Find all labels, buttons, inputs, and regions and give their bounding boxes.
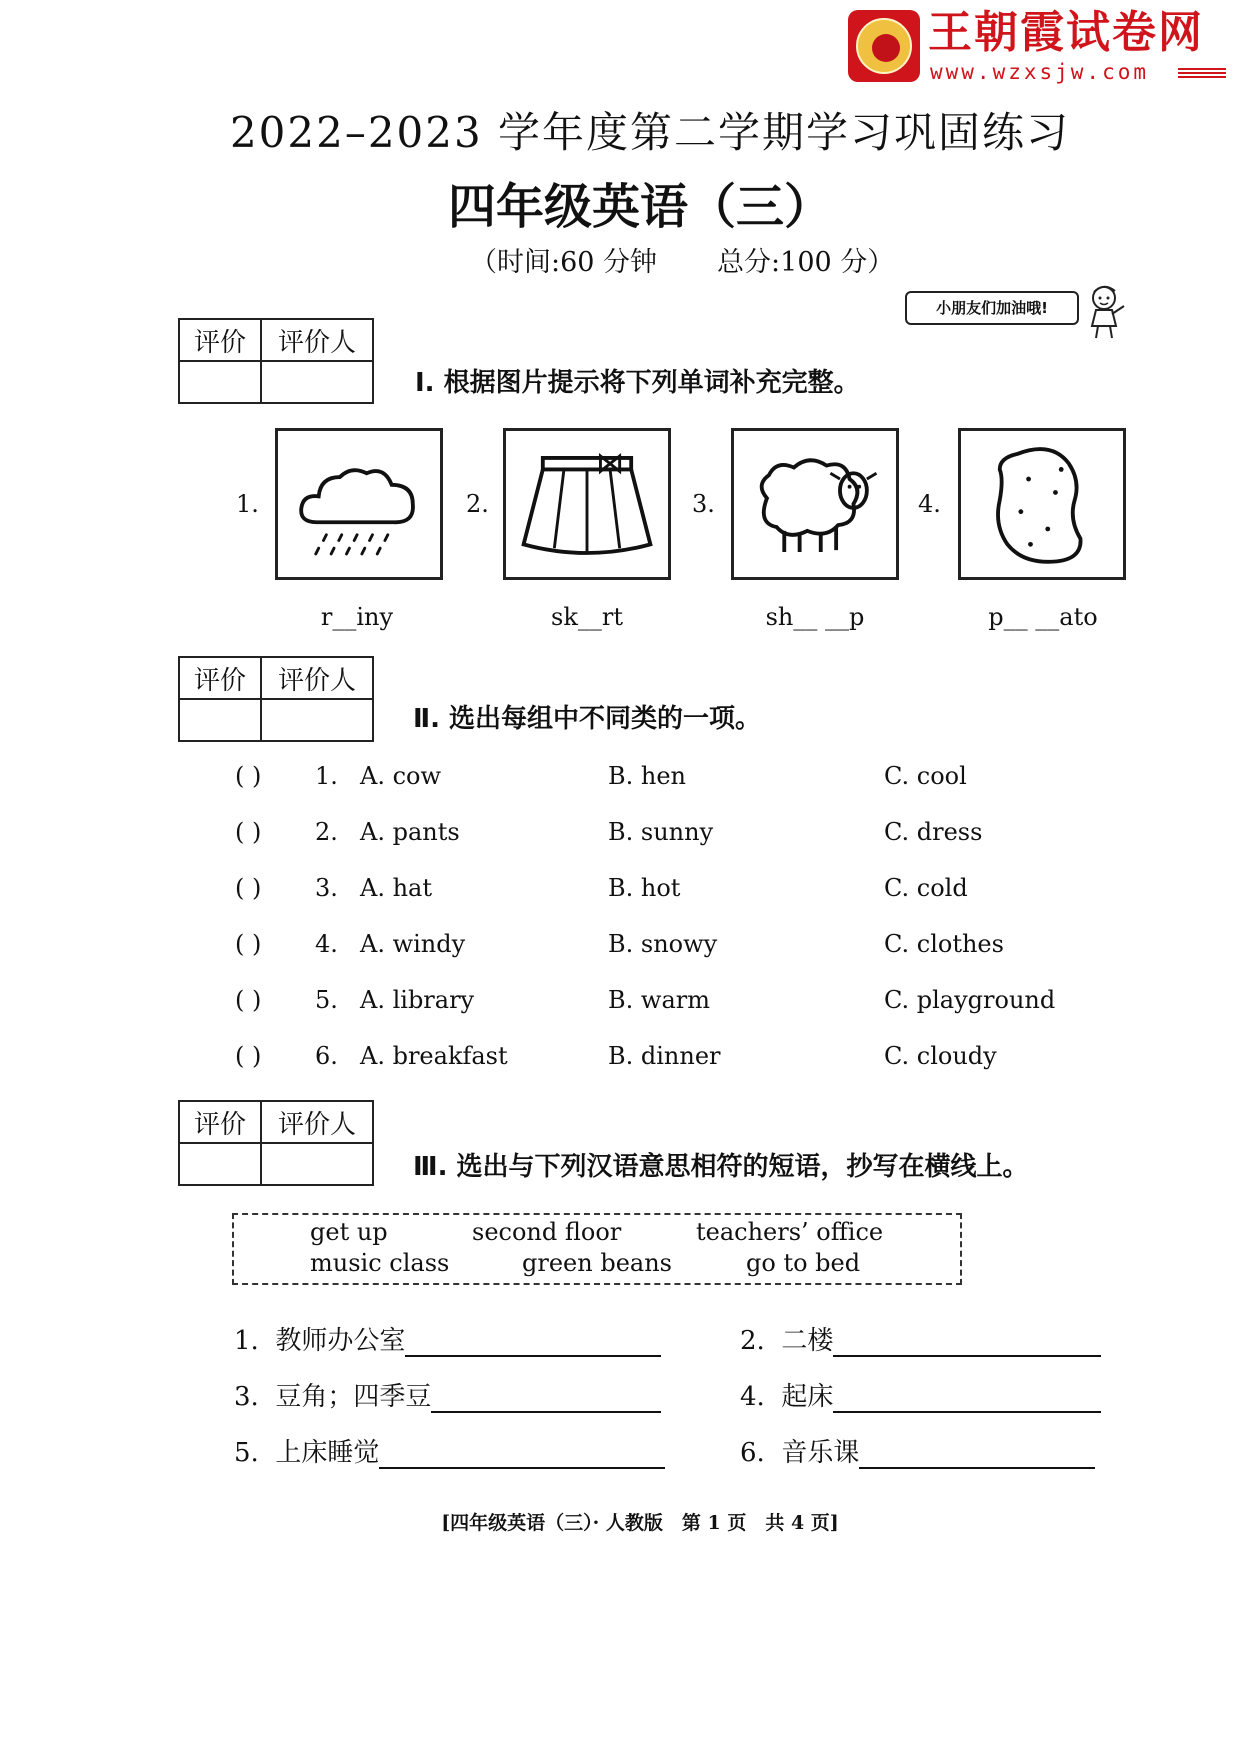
grader-label: 评价人: [261, 657, 373, 699]
option-a: A. breakfast: [360, 1042, 508, 1070]
option-b: B. snowy: [608, 930, 718, 958]
watermark-name: 王朝霞试卷网: [928, 7, 1204, 58]
picture-number: 3.: [692, 490, 715, 518]
skirt-icon: [506, 431, 668, 577]
picture-number: 1.: [236, 490, 259, 518]
question-row: [235, 930, 338, 958]
page-footer: [四年级英语（三）· 人教版 第 1 页 共 4 页]: [441, 1512, 839, 1534]
question-number: 2.: [315, 818, 338, 846]
fill-word[interactable]: p__ __ato: [988, 603, 1098, 631]
item-chinese: 音乐课: [781, 1438, 860, 1468]
translation-item: [740, 1320, 1101, 1357]
answer-blank[interactable]: ( ): [235, 986, 262, 1014]
answer-line[interactable]: [833, 1329, 1101, 1357]
phrase: second floor: [472, 1218, 622, 1246]
picture-frame: [503, 428, 671, 580]
translation-item: [234, 1432, 665, 1469]
section2-heading: Ⅱ. 选出每组中不同类的一项。: [413, 704, 762, 734]
option-b: B. sunny: [608, 818, 714, 846]
question-number: 1.: [315, 762, 338, 790]
item-chinese: 起床: [781, 1382, 834, 1412]
grading-label: 评价: [179, 319, 261, 361]
grading-score-cell[interactable]: [179, 699, 261, 741]
answer-blank[interactable]: ( ): [235, 874, 262, 902]
question-row: [235, 986, 338, 1014]
cartoon-kid-icon: [1082, 282, 1128, 340]
item-number: 3.: [234, 1382, 259, 1412]
translation-item: [234, 1320, 661, 1357]
option-a: A. pants: [360, 818, 460, 846]
exam-title: 2022–2023 学年度第二学期学习巩固练习: [229, 108, 1071, 157]
answer-line[interactable]: [431, 1385, 661, 1413]
question-row: [235, 818, 338, 846]
option-c: C. cool: [884, 762, 967, 790]
section1-heading: Ⅰ. 根据图片提示将下列单词补充完整。: [415, 368, 860, 398]
option-b: B. hot: [608, 874, 681, 902]
seal-icon: [848, 10, 920, 82]
answer-line[interactable]: [405, 1329, 661, 1357]
picture-number: 2.: [466, 490, 489, 518]
grading-label: 评价: [179, 657, 261, 699]
potato-icon: [961, 431, 1123, 577]
picture-number: 4.: [918, 490, 941, 518]
section3-heading: Ⅲ. 选出与下列汉语意思相符的短语，抄写在横线上。: [413, 1152, 1029, 1182]
item-number: 1.: [234, 1326, 259, 1356]
option-a: A. cow: [360, 762, 442, 790]
exam-subtitle: 四年级英语（三）: [447, 179, 832, 235]
fill-word[interactable]: sh__ __p: [765, 603, 865, 631]
option-a: A. hat: [360, 874, 432, 902]
item-chinese: 上床睡觉: [275, 1438, 380, 1468]
item-number: 5.: [234, 1438, 259, 1468]
phrase: green beans: [522, 1249, 672, 1277]
cheer-banner: 小朋友们加油哦!: [905, 291, 1079, 325]
phrase: teachers’ office: [696, 1218, 884, 1246]
option-c: C. playground: [884, 986, 1056, 1014]
option-c: C. cold: [884, 874, 968, 902]
translation-item: [740, 1432, 1095, 1469]
option-a: A. library: [360, 986, 475, 1014]
grading-box-1: [178, 318, 374, 404]
question-number: 4.: [315, 930, 338, 958]
item-number: 2.: [740, 1326, 765, 1356]
grading-grader-cell[interactable]: [261, 699, 373, 741]
answer-blank[interactable]: ( ): [235, 1042, 262, 1070]
exam-meta: [470, 240, 894, 279]
exam-total: 总分:100 分）: [717, 247, 895, 278]
watermark-logo: [848, 8, 1232, 88]
question-number: 3.: [315, 874, 338, 902]
item-number: 4.: [740, 1382, 765, 1412]
grading-score-cell[interactable]: [179, 361, 261, 403]
fill-word[interactable]: r__iny: [320, 603, 394, 631]
grading-label: 评价: [179, 1101, 261, 1143]
picture-frame: [275, 428, 443, 580]
item-number: 6.: [740, 1438, 765, 1468]
grader-label: 评价人: [261, 1101, 373, 1143]
watermark-url: www.wzxsjw.com: [930, 60, 1150, 84]
sheep-icon: [734, 431, 896, 577]
decoration-lines: [1178, 68, 1226, 80]
phrase: music class: [310, 1249, 450, 1277]
item-chinese: 教师办公室: [275, 1326, 406, 1356]
answer-line[interactable]: [833, 1385, 1101, 1413]
answer-blank[interactable]: ( ): [235, 818, 262, 846]
fill-word[interactable]: sk__rt: [551, 603, 623, 631]
grading-grader-cell[interactable]: [261, 1143, 373, 1185]
question-row: [235, 874, 338, 902]
grader-label: 评价人: [261, 319, 373, 361]
grading-score-cell[interactable]: [179, 1143, 261, 1185]
item-chinese: 二楼: [781, 1326, 834, 1356]
rain-cloud-icon: [278, 431, 440, 577]
translation-item: [740, 1376, 1101, 1413]
grading-box-2: [178, 656, 374, 742]
question-row: [235, 762, 338, 790]
grading-box-3: [178, 1100, 374, 1186]
option-b: B. warm: [608, 986, 710, 1014]
option-b: B. dinner: [608, 1042, 721, 1070]
picture-frame: [731, 428, 899, 580]
phrase: get up: [310, 1218, 388, 1246]
answer-line[interactable]: [859, 1441, 1095, 1469]
option-c: C. clothes: [884, 930, 1004, 958]
question-number: 6.: [315, 1042, 338, 1070]
grading-grader-cell[interactable]: [261, 361, 373, 403]
option-a: A. windy: [360, 930, 466, 958]
option-c: C. dress: [884, 818, 983, 846]
picture-frame: [958, 428, 1126, 580]
item-chinese: 豆角；四季豆: [275, 1382, 432, 1412]
answer-blank[interactable]: ( ): [235, 930, 262, 958]
answer-blank[interactable]: ( ): [235, 762, 262, 790]
question-number: 5.: [315, 986, 338, 1014]
question-row: [235, 1042, 338, 1070]
option-b: B. hen: [608, 762, 687, 790]
option-c: C. cloudy: [884, 1042, 997, 1070]
exam-time: （时间:60 分钟: [470, 247, 658, 278]
translation-item: [234, 1376, 661, 1413]
answer-line[interactable]: [379, 1441, 665, 1469]
phrase: go to bed: [746, 1249, 861, 1277]
